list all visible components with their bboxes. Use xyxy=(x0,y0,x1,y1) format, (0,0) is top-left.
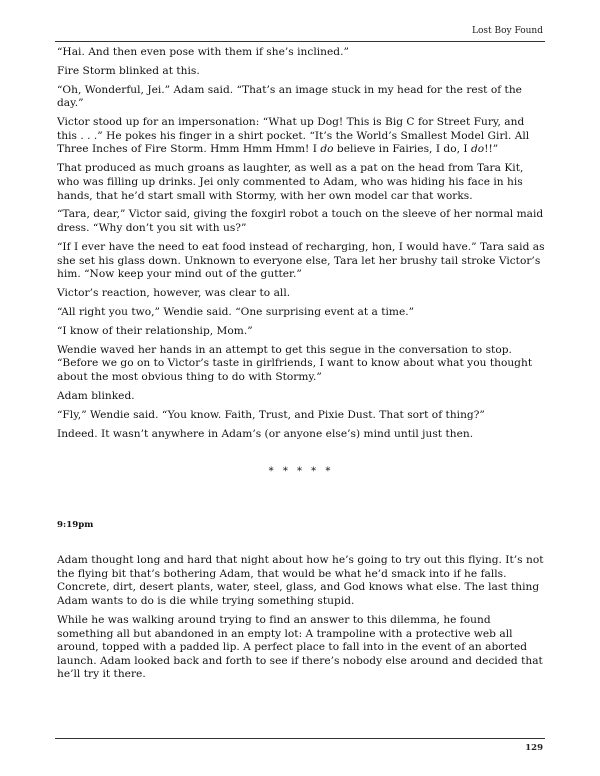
scene-body xyxy=(57,554,545,682)
footer-rule xyxy=(55,738,545,739)
body-text xyxy=(57,46,545,687)
paragraph: While he was walking around trying to find an answer to this dilemma, he found something all but abandoned in an empty lot: A trampoline with a protective web all around, topped with a padded lip. A perfect place to fall into in the event of an aborted launch. Adam looked back and forth to see if there’s nobody else around and decided that he’ll try it there. xyxy=(57,613,543,681)
scene-timestamp: 9:19pm xyxy=(57,519,94,530)
paragraph: Adam thought long and hard that night about how he’s going to try out this flying. It’s not the flying bit that’s bothering Adam, that would be what he’d smack into if he falls. Concrete, dirt, desert plants, water, steel, glass, and God knows what else. The last thing Adam wants to do is die while trying something stupid. xyxy=(57,554,544,608)
paragraph: That produced as much groans as laughter, as well as a pat on the head from Tara Kit, who was filling up drinks. Jei only commented to Adam, who was hiding his face in his hands, that he’d start small with Stormy, with her own model car that works. xyxy=(57,162,524,202)
paragraph: Wendie waved her hands in an attempt to get this segue in the conversation to stop. “Before we go on to Victor’s taste in girlfriends, I want to know about what you thought about the most obvious thing to do with Stormy.” xyxy=(57,343,533,383)
paragraph: “If I ever have the need to eat food instead of recharging, hon, I would have.” Tara said as she set his glass down. Unknown to everyone else, Tara let her brushy tail stroke Victor’s him. “Now keep your mind out of the gutter.” xyxy=(57,240,545,281)
paragraph: Indeed. It wasn’t anywhere in Adam’s (or anyone else’s) mind until just then. xyxy=(57,427,474,440)
paragraph: Victor’s reaction, however, was clear to all. xyxy=(57,286,291,299)
paragraph: Adam blinked. xyxy=(57,389,135,402)
paragraph: “All right you two,” Wendie said. “One surprising event at a time.” xyxy=(57,305,415,318)
running-head: Lost Boy Found xyxy=(472,26,543,36)
paragraph: “Hai. And then even pose with them if she’s inclined.” xyxy=(57,46,349,58)
scene-break: * * * * * xyxy=(268,466,334,478)
page-number: 129 xyxy=(525,743,543,753)
paragraph: “I know of their relationship, Mom.” xyxy=(57,324,253,337)
paragraph: “Tara, dear,” Victor said, giving the foxgirl robot a touch on the sleeve of her normal maid dress. “Why don’t you sit with us?” xyxy=(57,208,544,235)
paragraph: Victor stood up for an impersonation: “What up Dog! This is Big C for Street Fury, and this . . .” He pokes his finger in a shirt pocket. “It’s the World’s Smallest Model Girl. All Three Inches of Fire Storm. Hmm Hmm Hmm! I do believe in Fairies, I do, I do!!” xyxy=(57,116,530,156)
header-rule xyxy=(55,41,545,42)
paragraph: “Oh, Wonderful, Jei.” Adam said. “That’s an image stuck in my head for the rest of the day.” xyxy=(57,83,522,110)
paragraph: Fire Storm blinked at this. xyxy=(57,64,200,77)
paragraph: “Fly,” Wendie said. “You know. Faith, Trust, and Pixie Dust. That sort of thing?” xyxy=(57,408,485,421)
